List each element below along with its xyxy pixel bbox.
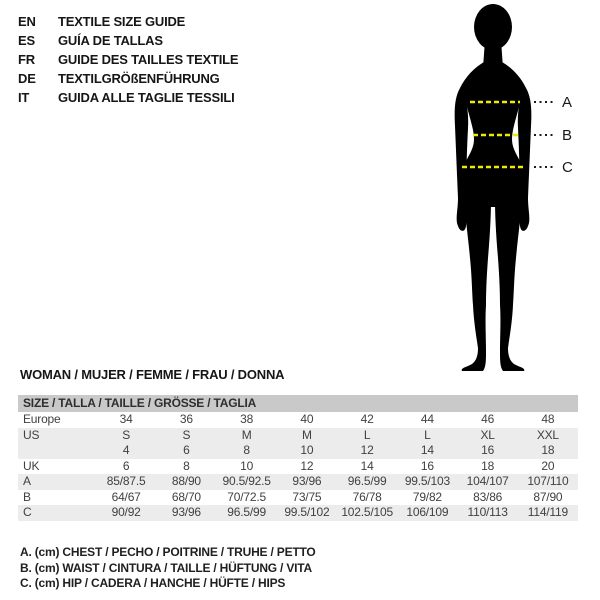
size-cell: 90.5/92.5 (222, 474, 271, 488)
legend-line-hip: C. (cm) HIP / CADERA / HANCHE / HÜFTE / HIPS (20, 576, 286, 590)
size-cell: 83/86 (473, 489, 503, 504)
size-row-label: A (23, 474, 31, 488)
size-cell: 14 (360, 458, 374, 473)
size-cell: 64/67 (111, 489, 141, 504)
legend-line-waist: B. (cm) WAIST / CINTURA / TAILLE / HÜFTUNG / VITA (20, 560, 312, 575)
guide-title: GUÍA DE TALLAS (58, 33, 163, 48)
section-title: WOMAN / MUJER / FEMME / FRAU / DONNA (20, 367, 285, 382)
size-cell: 6 (183, 443, 190, 457)
size-row-label: C (23, 505, 32, 519)
size-cell: 85/87.5 (106, 474, 146, 488)
size-cell: 79/82 (412, 489, 442, 504)
size-table-row (18, 490, 578, 506)
language-code: DE (18, 71, 36, 86)
size-cell: 36 (179, 412, 193, 426)
size-cell: 10 (240, 458, 254, 473)
size-row-label: B (23, 489, 31, 504)
marker-label-c: C (562, 159, 573, 176)
size-table-row (18, 428, 578, 444)
guide-title: TEXTILE SIZE GUIDE (58, 14, 186, 29)
size-table-row (18, 412, 578, 428)
size-cell: S (182, 427, 191, 442)
size-cell: 48 (541, 412, 555, 426)
size-table-row (18, 459, 578, 475)
size-cell: 93/96 (292, 474, 322, 488)
size-cell: 38 (240, 412, 254, 426)
size-cell: 20 (541, 458, 555, 473)
size-table-row (18, 505, 578, 521)
measurement-labels (562, 94, 573, 176)
size-cell: 106/109 (406, 505, 449, 519)
marker-label-a: A (562, 94, 573, 111)
marker-label-b: B (562, 127, 573, 144)
language-row (18, 50, 238, 69)
size-cell: 18 (481, 458, 495, 473)
size-table-row (18, 443, 578, 459)
size-cell: 6 (122, 458, 130, 473)
size-cell: XL (480, 427, 495, 442)
size-cell: M (301, 427, 312, 442)
size-cell: 40 (300, 412, 314, 426)
size-table-body (18, 412, 578, 521)
size-table-row (18, 474, 578, 490)
size-cell: 68/70 (171, 489, 201, 504)
size-cell: 44 (420, 412, 434, 426)
size-cell: 90/92 (111, 505, 141, 519)
size-cell: L (424, 427, 431, 442)
language-row (18, 31, 238, 50)
language-code: IT (18, 90, 30, 105)
size-cell: 4 (122, 443, 130, 457)
size-cell: 102.5/105 (341, 505, 393, 519)
language-code: EN (18, 14, 36, 29)
size-table (18, 395, 578, 521)
size-row-label (18, 443, 96, 459)
size-cell: 10 (300, 443, 314, 457)
language-code: FR (18, 52, 35, 67)
guide-title: TEXTILGRÖßENFÜHRUNG (58, 71, 220, 86)
size-cell: 114/119 (527, 505, 568, 519)
size-cell: 76/78 (352, 489, 382, 504)
guide-title: GUIDA ALLE TAGLIE TESSILI (58, 90, 235, 105)
woman-silhouette (455, 4, 532, 371)
size-cell: 107/110 (527, 474, 569, 488)
language-row (18, 88, 238, 107)
size-cell: 96.5/99 (347, 474, 387, 488)
size-cell: 34 (119, 412, 133, 426)
size-cell: 73/75 (292, 489, 322, 504)
size-cell: L (363, 427, 371, 442)
size-cell: 88/90 (171, 474, 201, 488)
size-cell: 14 (420, 443, 434, 457)
size-cell: 93/96 (171, 505, 201, 519)
measurement-legend (20, 545, 316, 592)
size-row-label: US (23, 427, 40, 442)
size-cell: 99.5/102 (284, 505, 330, 519)
size-cell: XXL (536, 427, 559, 442)
size-cell: 16 (420, 458, 434, 473)
size-cell: 46 (481, 412, 495, 426)
size-cell: 18 (541, 443, 555, 457)
size-row-label: Europe (23, 412, 61, 426)
woman-silhouette-figure (400, 0, 600, 380)
size-cell: 42 (360, 412, 374, 426)
language-code: ES (18, 33, 35, 48)
size-cell: 99.5/103 (404, 474, 450, 488)
size-cell: S (122, 427, 131, 442)
size-cell: M (241, 427, 252, 442)
size-cell: 12 (360, 443, 374, 457)
size-cell: 70/72.5 (227, 489, 266, 504)
size-cell: 87/90 (533, 489, 563, 504)
guide-title: GUIDE DES TAILLES TEXTILE (58, 52, 239, 67)
language-row (18, 12, 238, 31)
size-cell: 16 (481, 443, 495, 457)
size-cell: 96.5/99 (227, 505, 266, 519)
size-cell: 104/107 (466, 474, 509, 488)
size-cell: 12 (300, 458, 314, 473)
size-row-label: UK (23, 458, 40, 473)
legend-line-chest: A. (cm) CHEST / PECHO / POITRINE / TRUHE / PETTO (20, 545, 316, 559)
language-row (18, 69, 238, 88)
size-cell: 110/113 (467, 505, 508, 519)
size-cell: 8 (243, 443, 250, 457)
language-title-block (18, 12, 238, 107)
size-table-header: SIZE / TALLA / TAILLE / GRÖSSE / TAGLIA (18, 395, 578, 412)
size-cell: 8 (183, 458, 190, 473)
